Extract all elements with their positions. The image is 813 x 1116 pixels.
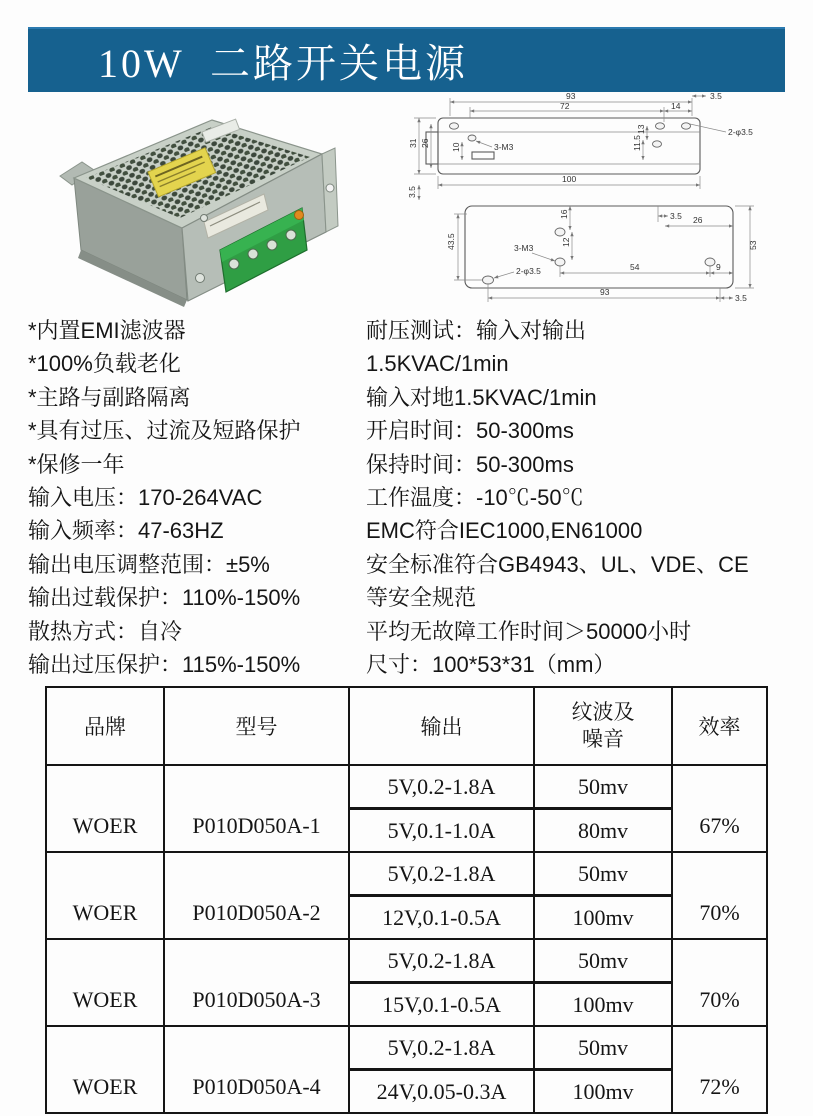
dim-label: 93 [600,287,610,297]
spec-list-right [366,314,749,681]
dim-label: 72 [560,101,570,111]
terminal-screw [248,249,258,259]
dim-label: 11.5 [632,135,642,151]
cell-ripple: 100mv [534,896,672,940]
cell-efficiency: 67% [672,765,767,852]
dim-label: 2-φ3.5 [516,266,541,276]
dim-label: 31 [408,138,418,148]
dim-label: 3.5 [670,211,682,221]
spec-line: 输入电压：170-264VAC [28,485,263,511]
cell-output: 5V,0.2-1.8A [349,765,534,809]
cell-model: P010D050A-2 [164,852,349,939]
spec-line: 耐压测试：输入对输出 [366,318,587,343]
page-title: 10W 二路开关电源 [98,41,469,86]
header-ripple-label: 纹波及噪音 [571,701,635,751]
fuse-component [295,211,304,220]
table-row [46,939,767,983]
spec-line: 工作温度：-10℃-50℃ [366,485,584,511]
cell-model: P010D050A-1 [164,765,349,852]
case-screw [196,274,205,283]
cell-output: 5V,0.2-1.8A [349,1026,534,1070]
dim-label: 3-M3 [494,142,514,152]
header-model: 型号 [164,687,349,765]
dim-label: 43.5 [446,233,456,250]
title-bar [28,27,785,92]
dim-label: 53 [748,240,758,250]
cell-brand: WOER [46,1026,164,1113]
cell-efficiency: 70% [672,939,767,1026]
cell-output: 12V,0.1-0.5A [349,896,534,940]
dim-label: 3.5 [735,293,747,303]
spec-line: 输入对地1.5KVAC/1min [366,384,597,410]
spec-line: *主路与副路隔离 [28,384,191,410]
cell-brand: WOER [46,939,164,1026]
spec-line: 安全标准符合GB4943、UL、VDE、CE [366,551,749,577]
dim-label: 3-M3 [514,243,534,253]
spec-line: 开启时间：50-300ms [366,418,574,444]
spec-line: 输出电压调整范围：±5% [28,551,270,577]
cell-output: 5V,0.2-1.8A [349,939,534,983]
table-row [46,1026,767,1070]
dim-label: 16 [559,209,569,219]
spec-line: 平均无故障工作时间＞50000小时 [366,618,692,644]
cell-ripple: 50mv [534,1026,672,1070]
header-efficiency: 效率 [672,687,767,765]
spec-line: 等安全规范 [366,585,477,611]
spec-line: 散热方式：自冷 [28,618,183,644]
spec-list-left [28,314,301,681]
table-header-row [46,687,767,765]
dim-label: 26 [693,215,703,225]
dim-label: 3.5 [710,91,722,101]
cell-ripple: 50mv [534,852,672,896]
cell-ripple: 50mv [534,939,672,983]
dim-label: 54 [630,262,640,272]
cell-efficiency: 72% [672,1026,767,1113]
cell-efficiency: 70% [672,852,767,939]
product-photo [52,98,337,310]
terminal-screw [267,240,277,250]
dim-label: 2-φ3.5 [728,127,753,137]
cell-model: P010D050A-3 [164,939,349,1026]
cell-output: 15V,0.1-0.5A [349,983,534,1027]
dim-label: 93 [566,91,576,101]
spec-line: *100%负载老化 [28,351,181,377]
spec-line: 尺寸：100*53*31（mm） [366,652,616,678]
cell-ripple: 100mv [534,1070,672,1114]
dim-label: 9 [716,262,721,272]
drawing-side-view [407,91,753,200]
cell-brand: WOER [46,765,164,852]
cell-brand: WOER [46,852,164,939]
cell-output: 5V,0.2-1.8A [349,852,534,896]
spec-line: 输出过压保护：115%-150% [28,652,301,678]
cell-ripple: 80mv [534,809,672,853]
spec-line: *保修一年 [28,451,125,477]
spec-line: EMC符合IEC1000,EN61000 [366,518,643,544]
cell-ripple: 100mv [534,983,672,1027]
dim-label: 14 [671,101,681,111]
drawing-plan-view [446,206,758,303]
spec-line: *内置EMI滤波器 [28,318,186,343]
dim-label: 10 [451,142,461,152]
spec-line: 1.5KVAC/1min [366,351,509,377]
terminal-screw [286,230,296,240]
dim-label: 3.5 [407,186,417,198]
cell-output: 24V,0.05-0.3A [349,1070,534,1114]
model-spec-table [45,686,768,1114]
dim-label: 13 [636,124,646,134]
case-screw [201,215,208,222]
terminal-screw [229,259,239,269]
cell-output: 5V,0.1-1.0A [349,809,534,853]
dim-label: 100 [562,174,577,184]
dimension-drawing [407,88,808,306]
spec-line: 输入频率：47-63HZ [28,518,224,544]
cell-ripple: 50mv [534,765,672,809]
table-row [46,765,767,809]
header-output: 输出 [349,687,534,765]
spec-line: *具有过压、过流及短路保护 [28,418,301,444]
header-brand: 品牌 [46,687,164,765]
table-row [46,852,767,896]
spec-line: 输出过载保护：110%-150% [28,585,301,611]
header-ripple [534,687,672,765]
spec-line: 保持时间：50-300ms [366,451,574,477]
cell-model: P010D050A-4 [164,1026,349,1113]
dim-label: 26 [420,138,430,148]
mounting-hole [326,184,334,192]
dim-label: 12 [561,237,571,247]
